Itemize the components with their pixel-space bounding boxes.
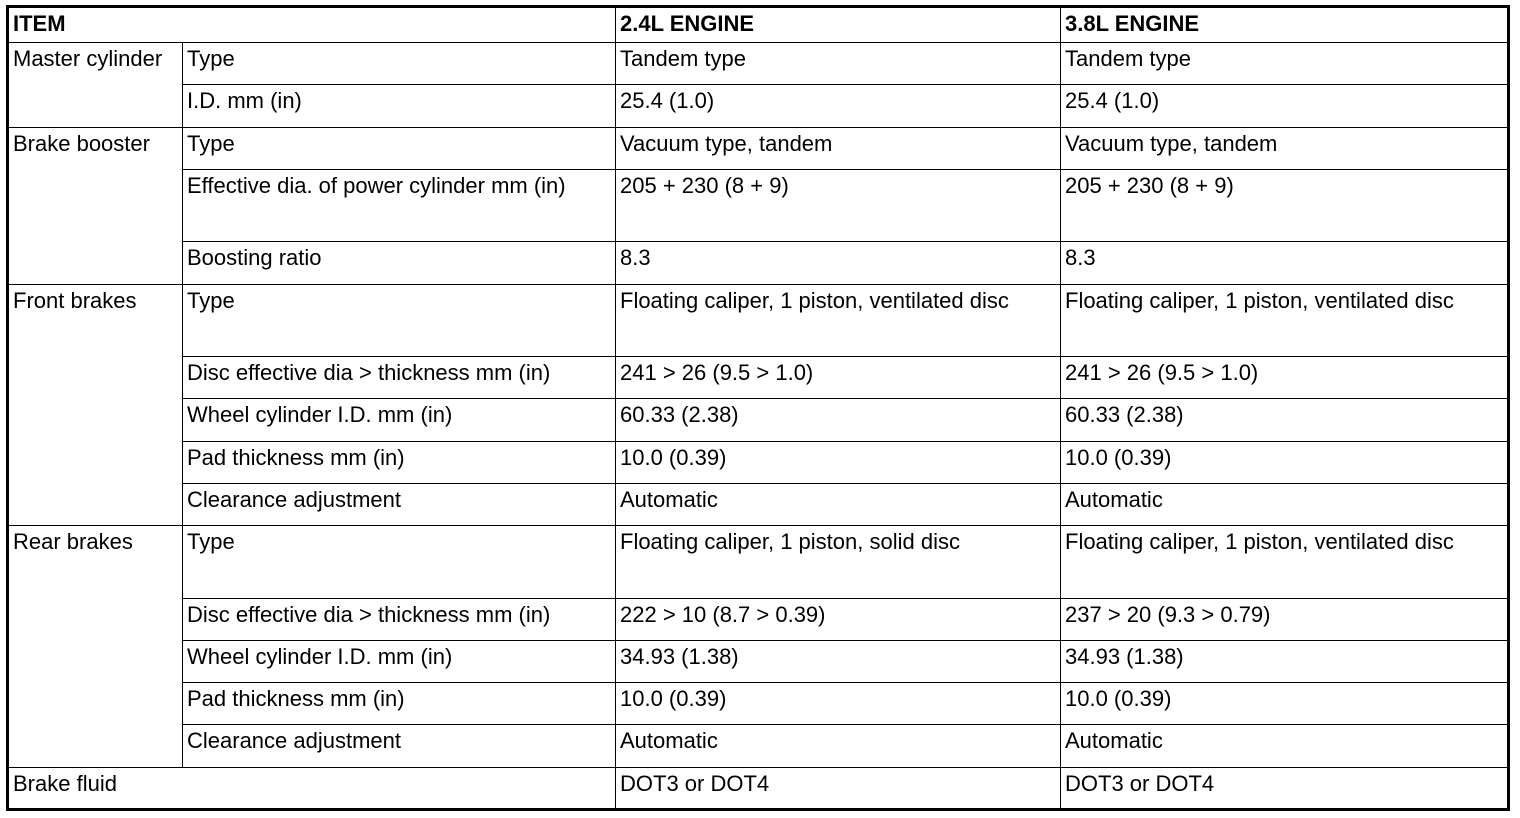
table-row <box>8 242 1509 284</box>
item-cell: Clearance adjustment <box>183 725 616 767</box>
header-item: ITEM <box>8 7 616 43</box>
table-row <box>8 127 1509 169</box>
value-cell-2-4l: 8.3 <box>616 242 1061 284</box>
value-cell-2-4l: 241 > 26 (9.5 > 1.0) <box>616 357 1061 399</box>
item-cell: Type <box>183 127 616 169</box>
header-row <box>8 7 1509 43</box>
value-cell-3-8l: 8.3 <box>1061 242 1509 284</box>
item-cell: Type <box>183 284 616 356</box>
item-cell: Pad thickness mm (in) <box>183 683 616 725</box>
value-cell-3-8l: Automatic <box>1061 483 1509 525</box>
value-cell-3-8l: 60.33 (2.38) <box>1061 399 1509 441</box>
value-cell-2-4l: 25.4 (1.0) <box>616 85 1061 127</box>
table-row <box>8 640 1509 682</box>
value-cell-3-8l: 237 > 20 (9.3 > 0.79) <box>1061 598 1509 640</box>
value-cell-3-8l: Automatic <box>1061 725 1509 767</box>
item-cell: Pad thickness mm (in) <box>183 441 616 483</box>
table-row <box>8 169 1509 241</box>
table-row <box>8 43 1509 85</box>
item-cell: Disc effective dia > thickness mm (in) <box>183 598 616 640</box>
item-cell: Type <box>183 526 616 598</box>
value-cell-3-8l: DOT3 or DOT4 <box>1061 767 1509 809</box>
group-label-brake-fluid: Brake fluid <box>8 767 616 809</box>
header-engine-3-8l: 3.8L ENGINE <box>1061 7 1509 43</box>
table-row <box>8 399 1509 441</box>
value-cell-3-8l: 25.4 (1.0) <box>1061 85 1509 127</box>
group-label-front-brakes: Front brakes <box>8 284 183 525</box>
value-cell-2-4l: 205 + 230 (8 + 9) <box>616 169 1061 241</box>
table-row <box>8 441 1509 483</box>
table-row <box>8 767 1509 809</box>
value-cell-3-8l: Tandem type <box>1061 43 1509 85</box>
item-cell: Clearance adjustment <box>183 483 616 525</box>
table-row <box>8 725 1509 767</box>
value-cell-2-4l: DOT3 or DOT4 <box>616 767 1061 809</box>
value-cell-2-4l: 222 > 10 (8.7 > 0.39) <box>616 598 1061 640</box>
item-cell: I.D. mm (in) <box>183 85 616 127</box>
value-cell-2-4l: Automatic <box>616 483 1061 525</box>
item-cell: Type <box>183 43 616 85</box>
value-cell-3-8l: 34.93 (1.38) <box>1061 640 1509 682</box>
table-row <box>8 357 1509 399</box>
value-cell-2-4l: 34.93 (1.38) <box>616 640 1061 682</box>
table-row <box>8 483 1509 525</box>
table-row <box>8 683 1509 725</box>
value-cell-3-8l: Floating caliper, 1 piston, ventilated disc <box>1061 284 1509 356</box>
group-label-brake-booster: Brake booster <box>8 127 183 284</box>
value-cell-2-4l: 60.33 (2.38) <box>616 399 1061 441</box>
value-cell-2-4l: Automatic <box>616 725 1061 767</box>
table-row <box>8 284 1509 356</box>
value-cell-3-8l: Vacuum type, tandem <box>1061 127 1509 169</box>
item-cell: Boosting ratio <box>183 242 616 284</box>
value-cell-2-4l: 10.0 (0.39) <box>616 683 1061 725</box>
brake-spec-table <box>6 5 1510 811</box>
value-cell-3-8l: 205 + 230 (8 + 9) <box>1061 169 1509 241</box>
value-cell-2-4l: Tandem type <box>616 43 1061 85</box>
table-row <box>8 598 1509 640</box>
group-label-master-cylinder: Master cylinder <box>8 43 183 128</box>
item-cell: Wheel cylinder I.D. mm (in) <box>183 399 616 441</box>
header-engine-2-4l: 2.4L ENGINE <box>616 7 1061 43</box>
value-cell-3-8l: 10.0 (0.39) <box>1061 683 1509 725</box>
item-cell: Effective dia. of power cylinder mm (in) <box>183 169 616 241</box>
value-cell-2-4l: Vacuum type, tandem <box>616 127 1061 169</box>
value-cell-3-8l: Floating caliper, 1 piston, ventilated disc <box>1061 526 1509 598</box>
item-cell: Wheel cylinder I.D. mm (in) <box>183 640 616 682</box>
value-cell-3-8l: 10.0 (0.39) <box>1061 441 1509 483</box>
group-label-rear-brakes: Rear brakes <box>8 526 183 767</box>
value-cell-2-4l: Floating caliper, 1 piston, ventilated disc <box>616 284 1061 356</box>
value-cell-3-8l: 241 > 26 (9.5 > 1.0) <box>1061 357 1509 399</box>
table-row <box>8 526 1509 598</box>
item-cell: Disc effective dia > thickness mm (in) <box>183 357 616 399</box>
table-row <box>8 85 1509 127</box>
value-cell-2-4l: 10.0 (0.39) <box>616 441 1061 483</box>
value-cell-2-4l: Floating caliper, 1 piston, solid disc <box>616 526 1061 598</box>
